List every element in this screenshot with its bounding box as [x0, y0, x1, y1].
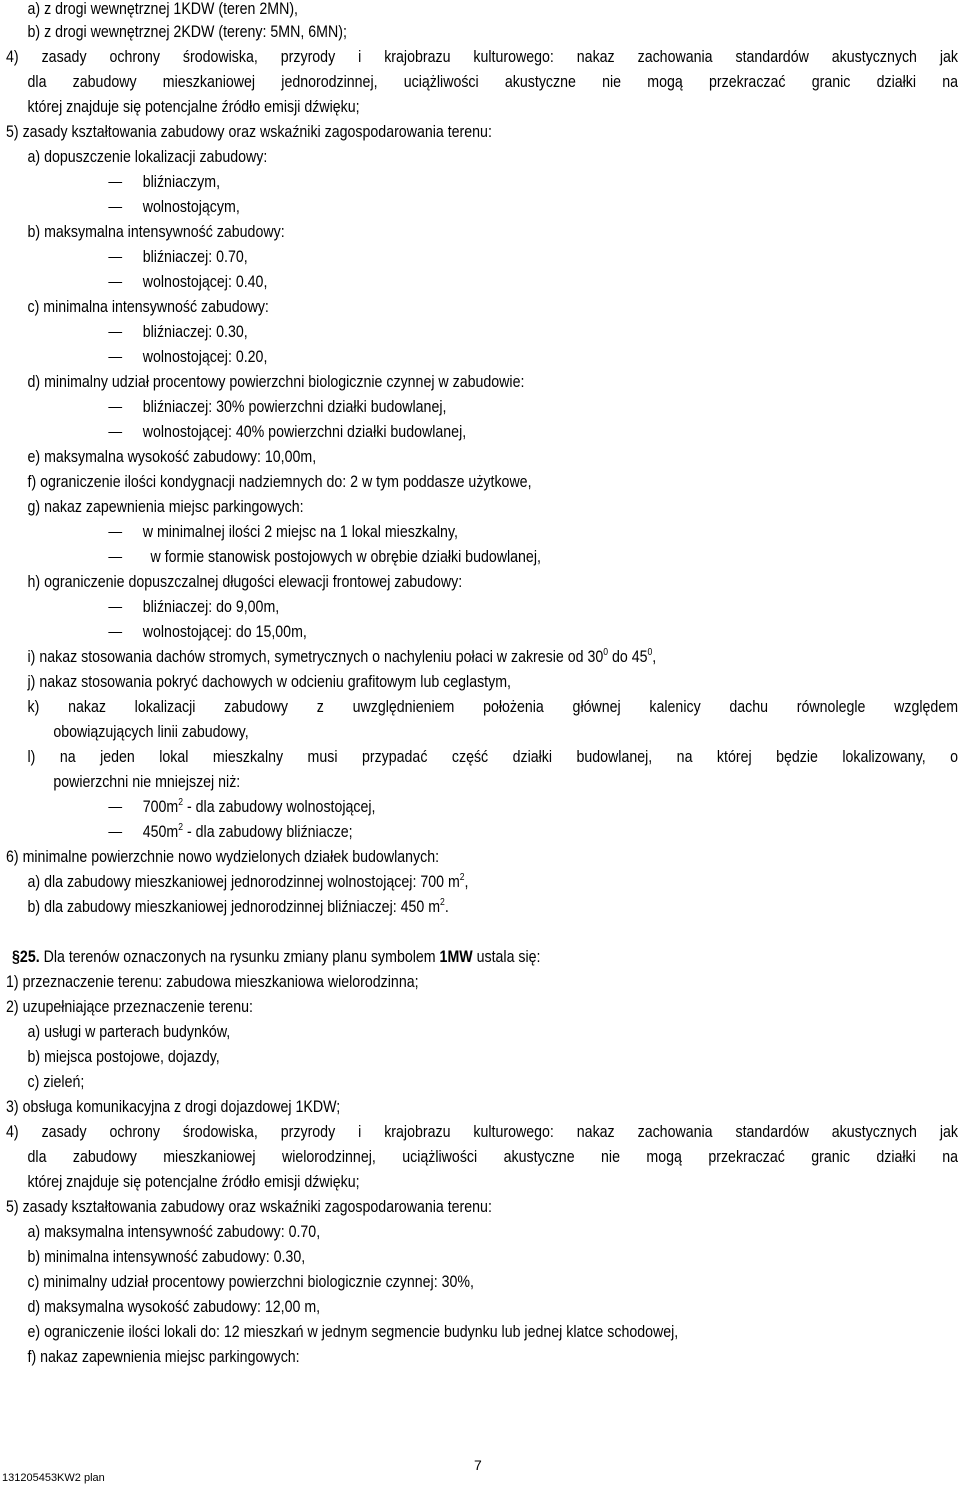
paragraph-heading [0, 945, 960, 969]
dash-item-text: - dla zabudowy wolnostojącej, [183, 798, 376, 816]
list-item-text: i) nakaz stosowania dachów stromych, symetrycznych o nachyleniu połaci w zakresie od 30 [27, 648, 604, 666]
dash-item [0, 620, 960, 644]
section-heading: 3) obsługa komunikacyjna z drogi dojazdowej 1KDW; [6, 1098, 341, 1116]
list-item: k) nakaz lokalizacji zabudowy z uwzględnieniem położenia głównej kalenicy dachu równolegle względem [27, 698, 959, 716]
list-item: f) ograniczenie ilości kondygnacji nadziemnych do: 2 w tym poddasze użytkowe, [27, 473, 532, 491]
list-item: f) nakaz zapewnienia miejsc parkingowych: [27, 1348, 300, 1366]
dash-item-text: 450m [142, 823, 179, 841]
list-item: a) maksymalna intensywność zabudowy: 0.70, [27, 1223, 321, 1241]
list-item: h) ograniczenie dopuszczalnej długości elewacji frontowej zabudowy: [27, 573, 463, 591]
superscript: 2 [178, 796, 184, 808]
list-item: d) minimalny udział procentowy powierzchni biologicznie czynnej w zabudowie: [27, 373, 525, 391]
text-line: której znajduje się potencjalne źródło emisji dźwięku; [27, 98, 360, 116]
dash-bullet [108, 607, 122, 608]
section-heading: 5) zasady kształtowania zabudowy oraz wskaźniki zagospodarowania terenu: [6, 1198, 492, 1216]
list-item [0, 895, 960, 919]
dash-item-text: bliźniaczej: 0.30, [142, 323, 248, 341]
superscript: 2 [440, 896, 445, 908]
dash-bullet [108, 207, 122, 208]
text-line: b) z drogi wewnętrznej 2KDW (tereny: 5MN, 6MN); [27, 23, 347, 41]
dash-item [0, 820, 960, 844]
paragraph-text: Dla terenów oznaczonych na rysunku zmiany planu symbolem [39, 948, 440, 966]
list-item: c) zieleń; [27, 1073, 85, 1091]
superscript: 2 [459, 871, 465, 883]
text-line: dla zabudowy mieszkaniowej jednorodzinnej, uciążliwości akustyczne nie mogą przekraczać granic działki na [27, 73, 959, 91]
list-item: g) nakaz zapewnienia miejsc parkingowych: [27, 498, 304, 516]
dash-item-text: w minimalnej ilości 2 miejsc na 1 lokal mieszkalny, [142, 523, 458, 541]
list-item: l) na jeden lokal mieszkalny musi przypadać część działki budowlanej, na której będzie lokalizowany, o [27, 748, 959, 766]
list-item-text: , [652, 648, 657, 666]
dash-item-text: wolnostojącej: 0.40, [142, 273, 268, 291]
dash-bullet [108, 807, 122, 808]
document-id: 131205453KW2 plan [2, 1472, 105, 1484]
text-line: dla zabudowy mieszkaniowej wielorodzinnej, uciążliwości akustyczne nie mogą przekraczać granic działki na [27, 1148, 959, 1166]
list-item: c) minimalny udział procentowy powierzchni biologicznie czynnej: 30%, [27, 1273, 474, 1291]
list-item: e) maksymalna wysokość zabudowy: 10,00m, [27, 448, 317, 466]
dash-item-text: wolnostojącej: 0.20, [142, 348, 268, 366]
dash-bullet [108, 282, 122, 283]
section-heading: 1) przeznaczenie terenu: zabudowa mieszkaniowa wielorodzinna; [6, 973, 419, 991]
paragraph-text: ustala się: [472, 948, 541, 966]
dash-item [0, 545, 960, 569]
dash-item-text: bliźniaczym, [142, 173, 221, 191]
list-item-continuation: powierzchni nie mniejszej niż: [53, 773, 241, 791]
list-item: a) usługi w parterach budynków, [27, 1023, 231, 1041]
section-heading: 2) uzupełniające przeznaczenie terenu: [6, 998, 253, 1016]
dash-item [0, 395, 960, 419]
list-item: a) dopuszczenie lokalizacji zabudowy: [27, 148, 268, 166]
dash-item-text: bliźniaczej: 30% powierzchni działki budowlanej, [142, 398, 447, 416]
zone-symbol: 1MW [439, 948, 473, 966]
dash-item [0, 195, 960, 219]
dash-bullet [108, 257, 122, 258]
dash-item [0, 795, 960, 819]
list-item-text: do 45 [608, 648, 648, 666]
superscript: 0 [647, 646, 653, 658]
dash-item [0, 520, 960, 544]
text-line: której znajduje się potencjalne źródło emisji dźwięku; [27, 1173, 360, 1191]
dash-bullet [108, 532, 122, 533]
superscript: 0 [603, 646, 609, 658]
dash-item [0, 420, 960, 444]
dash-bullet [108, 557, 122, 558]
dash-item [0, 245, 960, 269]
superscript: 2 [178, 821, 184, 833]
dash-item [0, 170, 960, 194]
text-line: a) z drogi wewnętrznej 1KDW (teren 2MN), [27, 0, 299, 18]
list-item: e) ograniczenie ilości lokali do: 12 mieszkań w jednym segmencie budynku lub jednej klatce schodowej, [27, 1323, 679, 1341]
list-item [0, 870, 960, 894]
list-item: c) minimalna intensywność zabudowy: [27, 298, 269, 316]
dash-item-text: 700m [142, 798, 179, 816]
dash-bullet [108, 832, 122, 833]
dash-item-text: bliźniaczej: 0.70, [142, 248, 248, 266]
dash-item-text: w formie stanowisk postojowych w obrębie działki budowlanej, [150, 548, 541, 566]
dash-item [0, 345, 960, 369]
list-item: b) maksymalna intensywność zabudowy: [27, 223, 285, 241]
section-heading: 6) minimalne powierzchnie nowo wydzielonych działek budowlanych: [6, 848, 440, 866]
paragraph-number: §25. [12, 948, 40, 966]
list-item: b) miejsca postojowe, dojazdy, [27, 1048, 220, 1066]
section-heading: 5) zasady kształtowania zabudowy oraz wskaźniki zagospodarowania terenu: [6, 123, 492, 141]
dash-item [0, 320, 960, 344]
dash-item-text: wolnostojącej: do 15,00m, [142, 623, 307, 641]
list-item: j) nakaz stosowania pokryć dachowych w odcieniu grafitowym lub ceglastym, [27, 673, 511, 691]
dash-item-text: bliźniaczej: do 9,00m, [142, 598, 280, 616]
list-item: d) maksymalna wysokość zabudowy: 12,00 m, [27, 1298, 321, 1316]
dash-bullet [108, 432, 122, 433]
list-item-text: b) dla zabudowy mieszkaniowej jednorodzinnej bliźniaczej: 450 m [27, 898, 441, 916]
list-item [0, 645, 960, 669]
list-item-text: a) dla zabudowy mieszkaniowej jednorodzinnej wolnostojącej: 700 m [27, 873, 460, 891]
dash-item-text: - dla zabudowy bliźniacze; [183, 823, 353, 841]
dash-item-text: wolnostojącej: 40% powierzchni działki budowlanej, [142, 423, 467, 441]
dash-bullet [108, 407, 122, 408]
dash-item [0, 595, 960, 619]
dash-bullet [108, 632, 122, 633]
dash-bullet [108, 332, 122, 333]
dash-bullet [108, 182, 122, 183]
list-item: b) minimalna intensywność zabudowy: 0.30, [27, 1248, 306, 1266]
text-line: 4) zasady ochrony środowiska, przyrody i krajobrazu kulturowego: nakaz zachowania standardów akustycznych jak [6, 1123, 959, 1141]
dash-item [0, 270, 960, 294]
list-item-text: , [464, 873, 469, 891]
text-line: 4) zasady ochrony środowiska, przyrody i krajobrazu kulturowego: nakaz zachowania standardów akustycznych jak [6, 48, 959, 66]
list-item-continuation: obowiązujących linii zabudowy, [53, 723, 249, 741]
list-item-text: . [444, 898, 449, 916]
page-number: 7 [474, 1457, 482, 1473]
dash-item-text: wolnostojącym, [142, 198, 240, 216]
dash-bullet [108, 357, 122, 358]
